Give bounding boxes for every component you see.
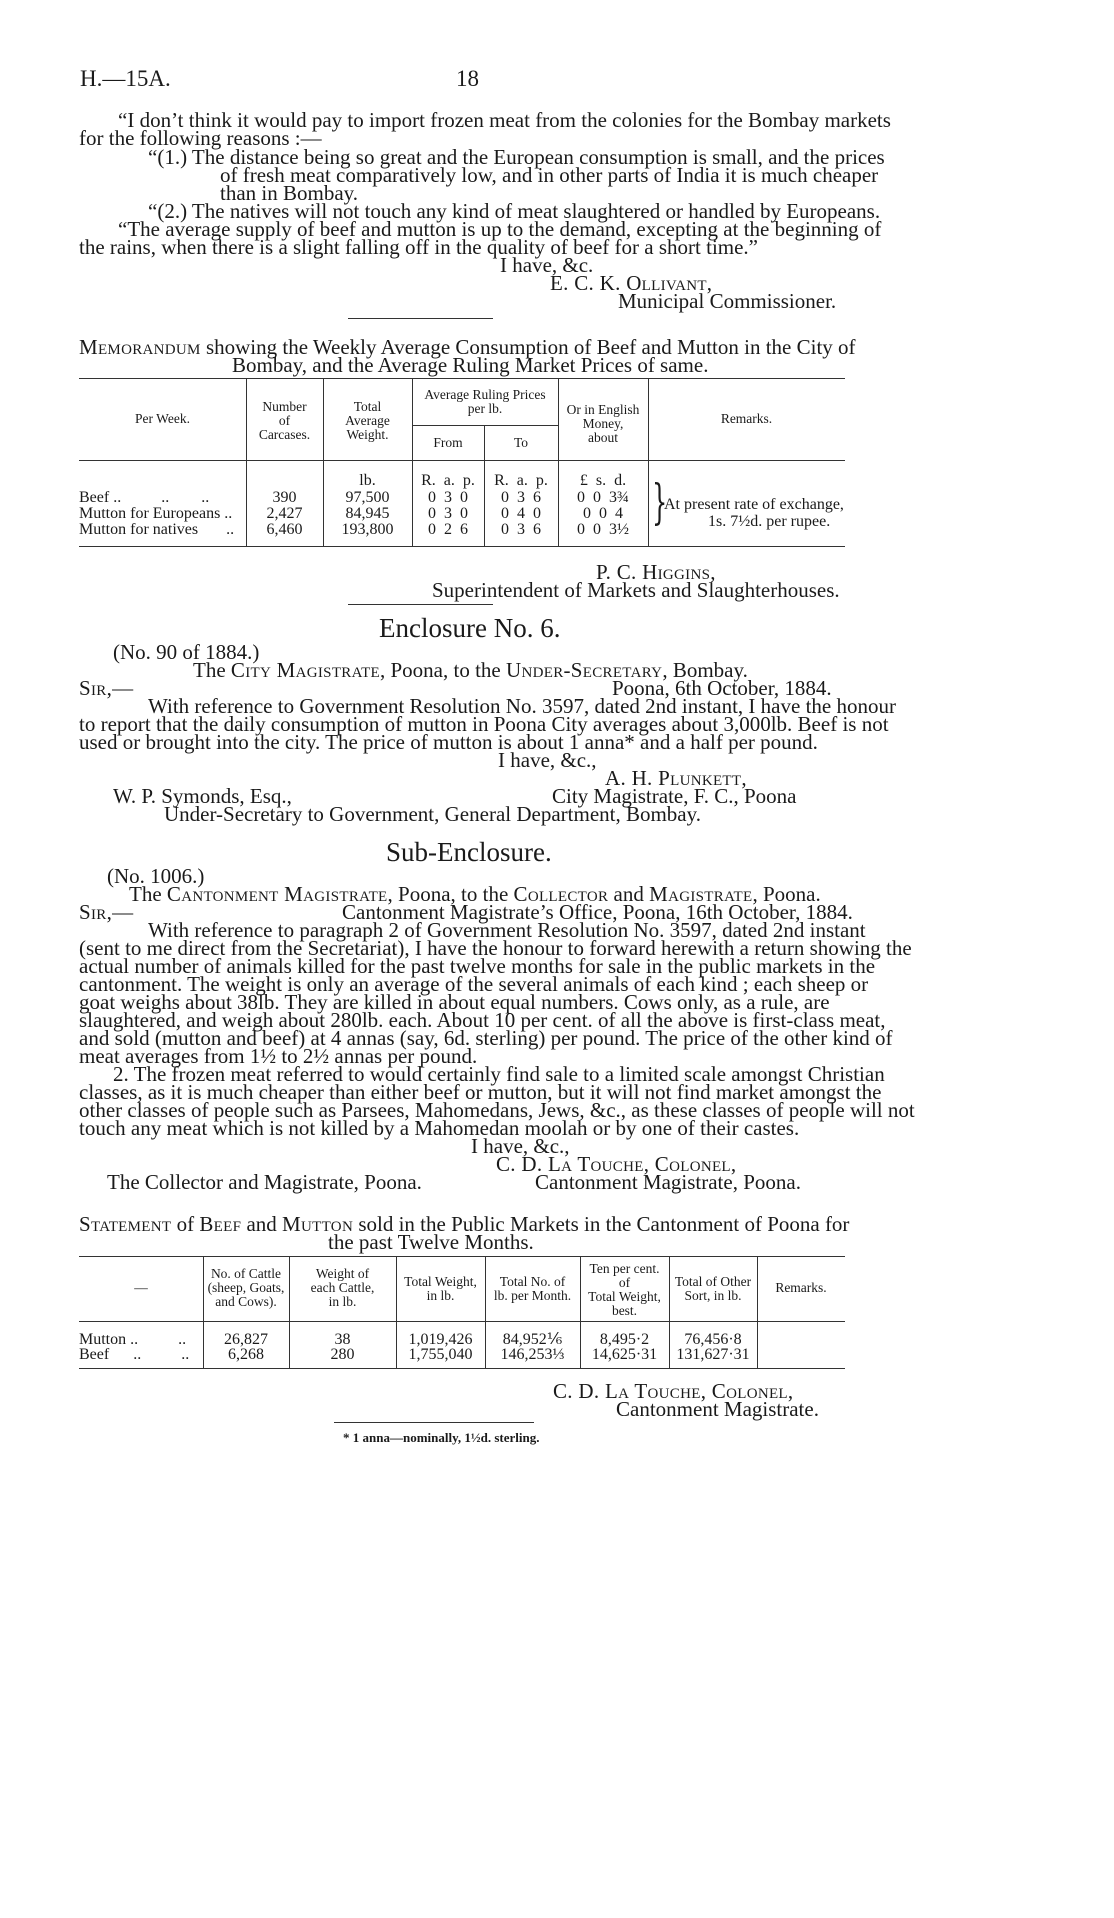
text-line: meat averages from 1½ to 2½ annas per pound.	[79, 1044, 478, 1068]
remark-line: At present rate of exchange,	[664, 496, 844, 513]
header-line: Carcases.	[258, 427, 311, 442]
enclosure-title: Enclosure No. 6.	[379, 613, 561, 643]
header-line: about	[588, 430, 618, 445]
row-label: Mutton for natives ..	[79, 521, 235, 538]
cell-carcases: 2,427	[266, 505, 303, 522]
row-label: Beef .. ..	[79, 1346, 190, 1363]
cell-from: 0 2 6	[428, 521, 468, 538]
closing: I have, &c.,	[498, 748, 597, 772]
place-date: Cantonment Magistrate’s Office, Poona, 16th October, 1884.	[342, 900, 853, 924]
memo-title-lead: Memorandum	[79, 335, 201, 359]
header-line: of	[618, 1275, 631, 1290]
cell-other: 131,627·31	[676, 1346, 750, 1363]
header-line: Total of Other	[674, 1274, 752, 1289]
title-mutton: Mutton	[282, 1212, 354, 1236]
footnote: * 1 anna—nominally, 1½d. sterling.	[343, 1430, 540, 1445]
table-rule-sub	[412, 425, 558, 426]
addressee-title: Under-Secretary to Government, General Department, Bombay.	[164, 802, 702, 826]
signature-title: Municipal Commissioner.	[618, 289, 837, 313]
cell-total-weight: 1,019,426	[408, 1331, 473, 1348]
text-span: , Bombay.	[662, 658, 748, 682]
cell-from: 0 3 0	[428, 489, 468, 506]
closing: I have, &c.	[500, 253, 594, 277]
table-rule-bottom	[79, 1368, 845, 1369]
header-line: Total No. of	[499, 1274, 566, 1289]
text-line: With reference to paragraph 2 of Government Resolution No. 3597, dated 2nd instant	[148, 918, 866, 942]
table-col-divider	[757, 1256, 758, 1368]
sender: Cantonment Magistrate	[166, 882, 388, 906]
text-line: “I don’t think it would pay to import frozen meat from the colonies for the Bombay markets	[118, 108, 891, 132]
cell-total-no: 146,253⅓	[500, 1346, 565, 1363]
text-span: and	[608, 882, 650, 906]
text-line: than in Bombay.	[220, 181, 359, 205]
cell-english: 0 0 3½	[577, 521, 629, 538]
cell-weight: 97,500	[345, 489, 390, 506]
header-line: lb. per Month.	[493, 1288, 572, 1303]
text-line: and sold (mutton and beef) at 4 annas (say, 6d. sterling) per pound. The price of the other kind of	[79, 1026, 893, 1050]
col-header-number	[246, 400, 323, 442]
signature-title: Cantonment Magistrate, Poona.	[535, 1170, 801, 1194]
signature-title: Cantonment Magistrate.	[616, 1397, 819, 1421]
cell-ten-pct: 8,495·2	[599, 1331, 650, 1348]
unit-to: R. a. p.	[494, 472, 548, 489]
memo-title-rest: showing the Weekly Average Consumption of Beef and Mutton in the City of	[205, 335, 856, 359]
col-header-blank: —	[134, 1280, 148, 1295]
col-header-english	[558, 403, 648, 445]
header-line: in lb.	[426, 1288, 455, 1303]
header-line: per lb.	[467, 401, 503, 416]
table-col-divider	[648, 378, 649, 546]
section-divider	[348, 604, 493, 605]
header-line: Weight of	[315, 1266, 370, 1281]
header-line: best.	[611, 1303, 638, 1318]
table-rule-header	[79, 1321, 845, 1322]
row-label: Mutton for Europeans ..	[79, 505, 233, 522]
recipient: Magistrate	[649, 882, 753, 906]
header-line: Money,	[582, 416, 624, 431]
text-line: (sent to me direct from the Secretariat), I have the honour to forward herewith a return showing the	[79, 936, 912, 960]
memo-title-line2: Bombay, and the Average Ruling Market Prices of same.	[232, 353, 709, 377]
salutation: Sir,—	[79, 900, 134, 924]
cell-to: 0 3 6	[501, 521, 541, 538]
row-label: Mutton .. ..	[79, 1331, 187, 1348]
text-span: sold in the Public Markets in the Cantonment of Poona for	[353, 1212, 850, 1236]
header-line: Total Weight,	[404, 1274, 477, 1289]
text-line: of fresh meat comparatively low, and in other parts of India it is much cheaper	[220, 163, 879, 187]
text-line: “(2.) The natives will not touch any kind of meat slaughtered or handled by Europeans.	[148, 199, 881, 223]
text-line: used or brought into the city. The price of mutton is about 1 anna* and a half per pound.	[79, 730, 818, 754]
header-line: Total	[353, 399, 382, 414]
table-rule-bottom	[79, 546, 845, 547]
header-line: of	[278, 413, 291, 428]
text-line: 2. The frozen meat referred to would certainly find sale to a limited scale amongst Christian	[113, 1062, 885, 1086]
cell-cattle: 6,268	[228, 1346, 264, 1363]
letter-number: (No. 1006.)	[107, 864, 205, 888]
table-rule-top	[79, 1256, 845, 1257]
header-line: Or in English	[566, 402, 640, 417]
signature-title: City Magistrate, F. C., Poona	[552, 784, 797, 808]
header-line: Average Ruling Prices	[424, 387, 546, 402]
text-span: , Poona, to the	[380, 658, 506, 682]
header-line: Total Weight,	[588, 1289, 661, 1304]
col-header-per-week: Per Week.	[135, 411, 190, 426]
table-rule-top	[79, 378, 845, 379]
header-line: Weight.	[346, 427, 389, 442]
text-span: , Poona.	[752, 882, 821, 906]
cell-weight: 84,945	[345, 505, 390, 522]
text-line: to report that the daily consumption of mutton in Poona City averages about 3,000lb. Beef is not	[79, 712, 889, 736]
unit-from: R. a. p.	[421, 472, 475, 489]
header-line: Sort, in lb.	[684, 1288, 742, 1303]
page-number: 18	[456, 66, 479, 91]
signature-name: C. D. La Touche, Colonel,	[496, 1152, 737, 1176]
text-span: , Poona, to the	[387, 882, 514, 906]
cell-english: 0 0 3¾	[577, 489, 629, 506]
sender: City Magistrate	[230, 658, 380, 682]
text-line: goat weighs about 38lb. They are killed in about equal numbers. Cows only, as a rule, are	[79, 990, 830, 1014]
row-label: Beef .. .. ..	[79, 489, 210, 506]
cell-ten-pct: 14,625·31	[591, 1346, 658, 1363]
header-line: Average	[345, 413, 390, 428]
header-line: Number	[262, 399, 307, 414]
cell-weight-each: 280	[330, 1346, 355, 1363]
text-line: touch any meat which is not killed by a Mahomedan moolah or by one of their castes.	[79, 1116, 800, 1140]
statement-title-line2: the past Twelve Months.	[328, 1230, 534, 1254]
cell-total-weight: 1,755,040	[408, 1346, 473, 1363]
footnote-rule	[334, 1422, 534, 1423]
signature-name: E. C. K. Ollivant,	[550, 271, 713, 295]
cell-weight: 193,800	[341, 521, 394, 538]
col-header-from: From	[433, 435, 463, 450]
cell-total-no: 84,952⅙	[502, 1331, 563, 1348]
text-span: The	[129, 882, 167, 906]
cell-other: 76,456·8	[684, 1331, 742, 1348]
col-header-total-no	[485, 1275, 580, 1303]
header-line: No. of Cattle	[210, 1266, 282, 1281]
unit-weight: lb.	[359, 472, 376, 489]
title-lead: Statement	[79, 1212, 172, 1236]
col-header-cattle	[203, 1267, 289, 1309]
cell-cattle: 26,827	[224, 1331, 268, 1348]
header-line: each Cattle,	[310, 1280, 375, 1295]
col-header-total-weight	[396, 1275, 485, 1303]
text-line: classes, as it is much cheaper than either beef or mutton, but it will not find market amongst the	[79, 1080, 882, 1104]
cell-carcases: 390	[272, 489, 297, 506]
recipient: Collector	[513, 882, 609, 906]
cell-from: 0 3 0	[428, 505, 468, 522]
text-span: of	[171, 1212, 200, 1236]
header-line: (sheep, Goats,	[207, 1280, 285, 1295]
header-line: in lb.	[328, 1294, 357, 1309]
unit-english: £ s. d.	[579, 472, 627, 489]
text-span: and	[241, 1212, 283, 1236]
col-header-remarks: Remarks.	[775, 1280, 827, 1295]
text-line: for the following reasons :—	[79, 126, 322, 150]
text-line: “(1.) The distance being so great and the European consumption is small, and the prices	[148, 145, 885, 169]
cell-carcases: 6,460	[266, 521, 303, 538]
section-divider	[348, 318, 493, 319]
letter-number: (No. 90 of 1884.)	[113, 640, 260, 664]
col-header-weight-each	[289, 1267, 396, 1309]
col-header-remarks: Remarks.	[720, 411, 773, 426]
col-header-total	[323, 400, 412, 442]
cell-to: 0 3 6	[501, 489, 541, 506]
table-rule-header	[79, 460, 845, 461]
text-line: cantonment. The weight is only an average of the several animals of each kind ; each sheep or	[79, 972, 869, 996]
signature-name: C. D. La Touche, Colonel,	[553, 1379, 794, 1403]
remark-line: 1s. 7½d. per rupee.	[708, 513, 831, 530]
salutation: Sir,—	[79, 676, 134, 700]
cell-weight-each: 38	[334, 1331, 351, 1348]
signature-name: P. C. Higgins,	[596, 560, 716, 584]
place-date: Poona, 6th October, 1884.	[612, 676, 832, 700]
col-header-other	[669, 1275, 757, 1303]
header-line: Ten per cent.	[589, 1261, 660, 1276]
title-beef: Beef	[199, 1212, 242, 1236]
recipient: Under-Secretary	[506, 658, 663, 682]
col-header-to: To	[513, 435, 529, 450]
text-line: With reference to Government Resolution No. 3597, dated 2nd instant, I have the honour	[148, 694, 896, 718]
signature-title: Superintendent of Markets and Slaughterhouses.	[432, 578, 840, 602]
text-line: the rains, when there is a slight falling off in the quality of beef for a short time.”	[79, 235, 759, 259]
addressee: The Collector and Magistrate, Poona.	[107, 1170, 422, 1194]
header-line: and Cows).	[215, 1294, 277, 1309]
col-header-avg-prices	[412, 388, 558, 416]
text-line: slaughtered, and weigh about 280lb. each. About 10 per cent. of all the above is first-class meat,	[79, 1008, 886, 1032]
cell-to: 0 4 0	[501, 505, 541, 522]
document-reference: H.—15A.	[80, 66, 171, 91]
signature-name: A. H. Plunkett,	[605, 766, 747, 790]
text-line: other classes of people such as Parsees, Mahomedans, Jews, &c., as these classes of people will not	[79, 1098, 915, 1122]
text-span: The	[193, 658, 231, 682]
subenclosure-title: Sub-Enclosure.	[386, 837, 552, 867]
addressee-name: W. P. Symonds, Esq.,	[113, 784, 292, 808]
cell-english: 0 0 4	[583, 505, 623, 522]
col-header-ten-pct	[580, 1262, 669, 1318]
closing: I have, &c.,	[471, 1134, 570, 1158]
brace: }	[652, 474, 668, 530]
text-line: actual number of animals killed for the past twelve months for sale in the public markets in the	[79, 954, 876, 978]
text-line: “The average supply of beef and mutton is up to the demand, excepting at the beginning of	[118, 217, 882, 241]
